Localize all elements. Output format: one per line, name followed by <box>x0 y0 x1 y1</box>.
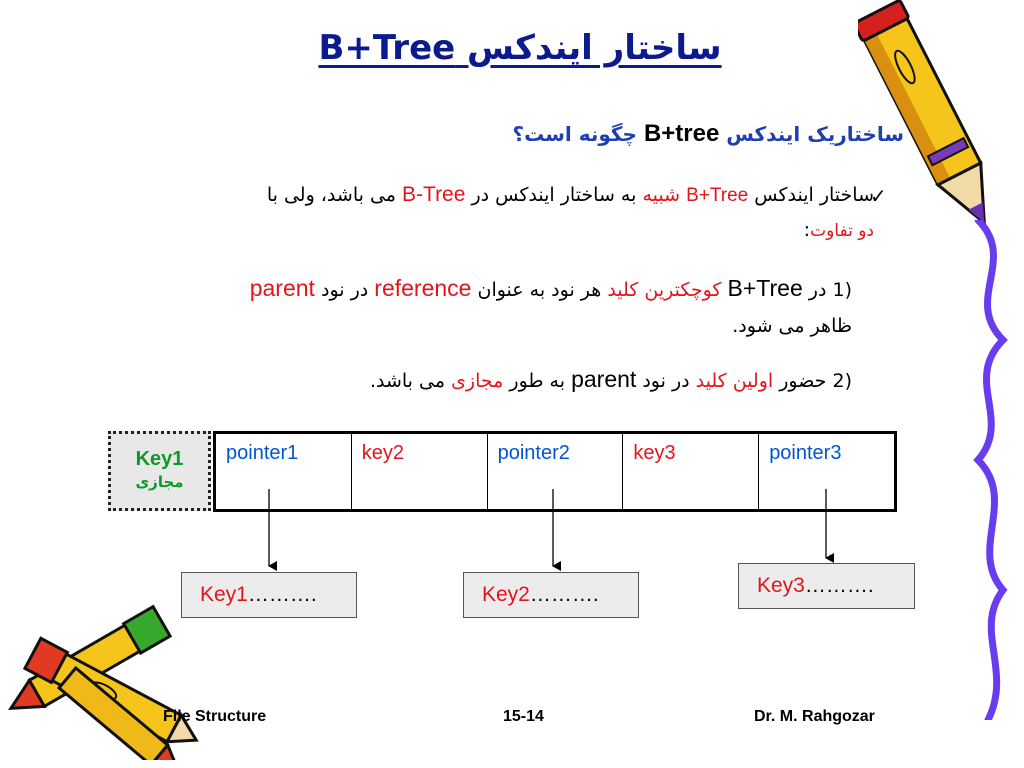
leaf-key: Key3 <box>757 574 805 597</box>
text-run: ساختار ایندکس <box>754 184 874 206</box>
node-cell-pointer: pointer3 <box>769 442 842 464</box>
term: parent <box>571 366 637 392</box>
heading-part: ساختاریک ایندکس <box>726 122 904 146</box>
text-run: حضور <box>779 370 827 392</box>
leaf-node <box>738 563 915 609</box>
leaf-ellipsis: ………. <box>529 583 599 606</box>
text-run: ظاهر می شود. <box>732 315 852 337</box>
virtual-label: مجازی <box>135 473 184 491</box>
check-icon: ✓ <box>870 184 887 208</box>
highlight-term: B+Tree <box>686 185 749 206</box>
text-run: در نود <box>320 279 369 301</box>
leaf-ellipsis: ………. <box>804 574 874 597</box>
highlight-term: parent <box>249 275 315 301</box>
leaf-key: Key2 <box>482 583 530 606</box>
node-cell-pointer: pointer1 <box>216 434 352 509</box>
highlight-term: شبیه <box>642 184 681 206</box>
text-run: در <box>808 279 827 301</box>
slide-title: ساختار ایندکس B+Tree <box>318 28 722 68</box>
footer-course: File Structure <box>163 708 267 725</box>
item-number: (2 <box>832 370 852 392</box>
term: B+Tree <box>727 275 803 301</box>
footer-page-number: 15-14 <box>503 708 544 725</box>
highlight-term: کوچکترین کلید <box>607 279 722 301</box>
virtual-key-label: Key1 <box>135 448 184 470</box>
node-cell-key: key3 <box>623 434 759 509</box>
heading-term: B+tree <box>643 120 720 147</box>
node-cell-key: key2 <box>352 434 488 509</box>
text-run: در نود <box>642 370 690 392</box>
item-number: (1 <box>832 279 852 301</box>
text-run: به طور <box>509 370 566 392</box>
leaf-node <box>181 572 357 618</box>
text-run: هر نود به عنوان <box>477 279 602 301</box>
leaf-key: Key1 <box>200 583 248 606</box>
highlight-term: B-Tree <box>402 183 466 206</box>
heading-part: چگونه است؟ <box>512 122 637 146</box>
leaf-node <box>463 572 639 618</box>
highlight-term: reference <box>374 275 472 301</box>
footer-author: Dr. M. Rahgozar <box>754 708 875 725</box>
text-run: : <box>803 219 811 241</box>
text-run: به ساختار ایندکس در <box>471 184 637 206</box>
highlight-term: دو تفاوت <box>810 221 874 241</box>
highlight-term: اولین کلید <box>695 370 774 392</box>
leaf-ellipsis: ………. <box>247 583 317 606</box>
text-run: می باشد، ولی با <box>266 184 396 206</box>
text-run: می باشد. <box>369 370 446 392</box>
node-cell-pointer: pointer2 <box>488 434 624 509</box>
highlight-term: مجازی <box>451 370 504 392</box>
